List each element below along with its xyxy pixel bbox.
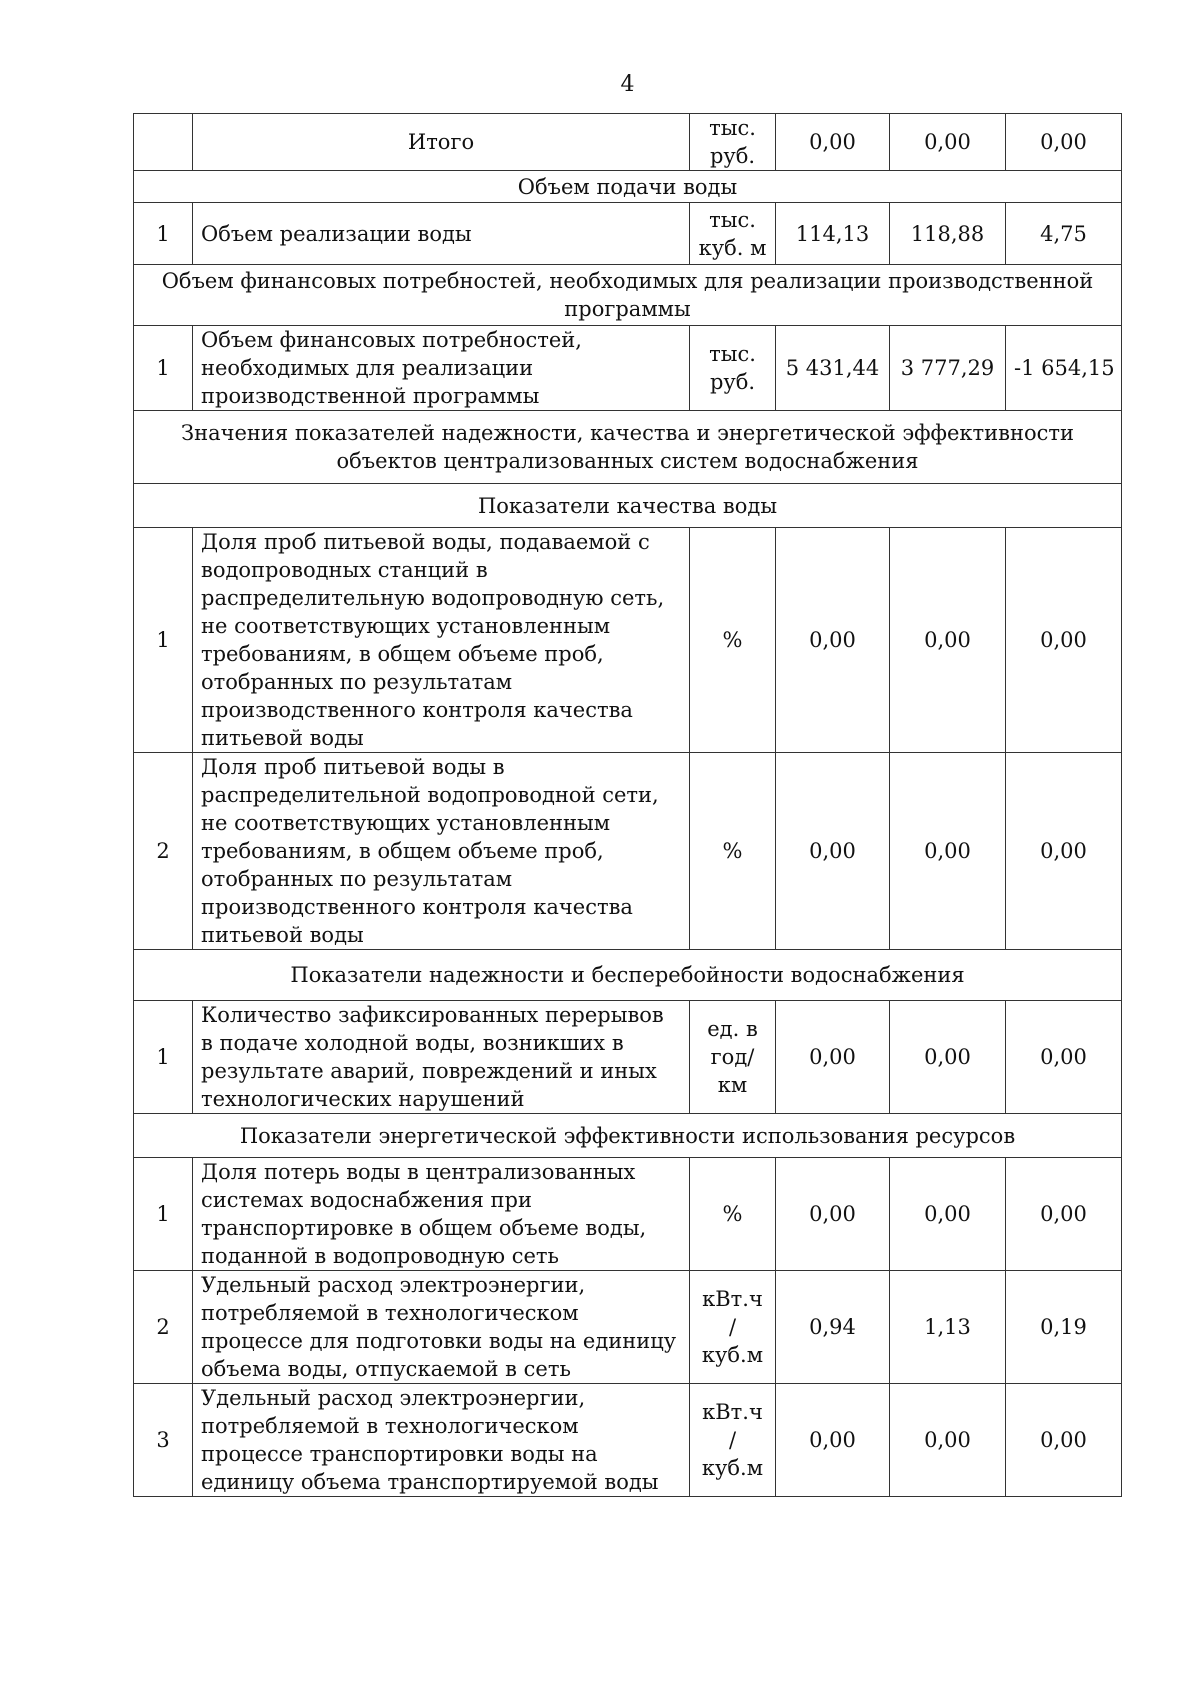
value-col-3: 0,19 <box>1006 1271 1122 1384</box>
value-col-2: 0,00 <box>890 1001 1006 1114</box>
value-col-2: 118,88 <box>890 203 1006 265</box>
value-col-2: 0,00 <box>890 1158 1006 1271</box>
section-header-row <box>134 1114 1122 1158</box>
value-col-1: 0,00 <box>776 753 890 950</box>
section-header-row <box>134 265 1122 326</box>
indicator-name: Итого <box>193 114 690 171</box>
value-col-2: 0,00 <box>890 753 1006 950</box>
row-number: 1 <box>134 528 193 753</box>
value-col-3: 0,00 <box>1006 114 1122 171</box>
value-col-1: 114,13 <box>776 203 890 265</box>
section-title: Показатели качества воды <box>134 484 1122 528</box>
value-col-3: 0,00 <box>1006 528 1122 753</box>
indicator-name: Удельный расход электроэнергии, потребляемой в технологическом процессе транспортировки воды на единицу объема транспортируемой воды <box>193 1384 690 1497</box>
unit-cell <box>690 753 776 950</box>
section-title: Показатели надежности и бесперебойности водоснабжения <box>134 950 1122 1001</box>
value-col-2: 1,13 <box>890 1271 1006 1384</box>
value-col-2: 0,00 <box>890 1384 1006 1497</box>
row-number: 3 <box>134 1384 193 1497</box>
section-title: Значения показателей надежности, качества и энергетической эффективности объектов централизованных систем водоснабжения <box>134 411 1122 484</box>
value-col-1: 0,00 <box>776 1001 890 1114</box>
unit-line: ед. в <box>707 1017 758 1041</box>
indicator-name: Доля проб питьевой воды в распределительной водопроводной сети, не соответствующих установленным требованиям, в общем объеме проб, отобранных по результатам производственного контроля качества питьевой воды <box>193 753 690 950</box>
unit-line: тыс. <box>709 342 756 366</box>
section-title: Показатели энергетической эффективности использования ресурсов <box>134 1114 1122 1158</box>
unit-cell <box>690 1158 776 1271</box>
indicator-name: Объем реализации воды <box>193 203 690 265</box>
value-col-1: 0,00 <box>776 1384 890 1497</box>
indicator-name: Количество зафиксированных перерывов в подаче холодной воды, возникших в результате аварий, повреждений и иных технологических нарушений <box>193 1001 690 1114</box>
table-row <box>134 114 1122 171</box>
section-header-row <box>134 484 1122 528</box>
value-col-2: 0,00 <box>890 528 1006 753</box>
row-number: 2 <box>134 1271 193 1384</box>
unit-line: кВт.ч <box>702 1400 763 1424</box>
row-number: 1 <box>134 203 193 265</box>
unit-cell <box>690 1001 776 1114</box>
value-col-3: 0,00 <box>1006 1001 1122 1114</box>
unit-line: руб. <box>709 370 756 394</box>
table-row <box>134 1271 1122 1384</box>
unit-cell <box>690 1384 776 1497</box>
value-col-3: 4,75 <box>1006 203 1122 265</box>
table-row <box>134 528 1122 753</box>
unit-line: куб. м <box>698 235 767 260</box>
value-col-3: 0,00 <box>1006 1158 1122 1271</box>
section-header-row <box>134 171 1122 203</box>
value-col-1: 0,94 <box>776 1271 890 1384</box>
table-row <box>134 1384 1122 1497</box>
unit-line: % <box>722 628 743 652</box>
row-number: 1 <box>134 1001 193 1114</box>
unit-line: год/ <box>710 1045 755 1069</box>
table-row <box>134 326 1122 411</box>
section-header-row <box>134 950 1122 1001</box>
indicator-name: Доля потерь воды в централизованных системах водоснабжения при транспортировке в общем объеме воды, поданной в водопроводную сеть <box>193 1158 690 1271</box>
unit-line: / <box>728 1315 737 1339</box>
unit-line: / <box>728 1428 737 1452</box>
table-row <box>134 1001 1122 1114</box>
table-body <box>134 114 1122 1497</box>
value-col-3: 0,00 <box>1006 753 1122 950</box>
value-col-1: 0,00 <box>776 528 890 753</box>
section-title: Объем подачи воды <box>134 171 1122 203</box>
section-title: Объем финансовых потребностей, необходимых для реализации производственной программы <box>134 265 1122 326</box>
value-col-3: 0,00 <box>1006 1384 1122 1497</box>
section-header-row <box>134 411 1122 484</box>
value-col-2: 3 777,29 <box>890 326 1006 411</box>
indicator-name: Доля проб питьевой воды, подаваемой с водопроводных станций в распределительную водопроводную сеть, не соответствующих установленным требованиям, в общем объеме проб, отобранных по результатам производственного контроля качества питьевой воды <box>193 528 690 753</box>
page-number: 4 <box>620 72 635 97</box>
unit-line: кВт.ч <box>702 1287 763 1311</box>
unit-line: тыс. <box>709 207 756 232</box>
value-col-1: 0,00 <box>776 1158 890 1271</box>
value-col-2: 0,00 <box>890 114 1006 171</box>
table-row <box>134 203 1122 265</box>
unit-line: % <box>722 839 743 863</box>
unit-cell <box>690 326 776 411</box>
table-row <box>134 753 1122 950</box>
indicator-name: Объем финансовых потребностей, необходимых для реализации производственной программы <box>193 326 690 411</box>
unit-line: куб.м <box>701 1343 764 1367</box>
unit-cell <box>690 203 776 265</box>
unit-cell <box>690 1271 776 1384</box>
unit-line: км <box>717 1073 748 1097</box>
unit-cell <box>690 114 776 171</box>
row-number: 1 <box>134 326 193 411</box>
unit-line: тыс. <box>709 116 756 140</box>
unit-line: % <box>722 1202 743 1226</box>
table-row <box>134 1158 1122 1271</box>
row-number: 1 <box>134 1158 193 1271</box>
unit-cell <box>690 528 776 753</box>
row-number <box>134 114 193 171</box>
indicators-table <box>133 113 1122 1497</box>
unit-line: куб.м <box>701 1456 764 1480</box>
value-col-1: 5 431,44 <box>776 326 890 411</box>
unit-line: руб. <box>709 144 756 168</box>
value-col-3: -1 654,15 <box>1006 326 1122 411</box>
indicator-name: Удельный расход электроэнергии, потребляемой в технологическом процессе для подготовки воды на единицу объема воды, отпускаемой в сеть <box>193 1271 690 1384</box>
row-number: 2 <box>134 753 193 950</box>
value-col-1: 0,00 <box>776 114 890 171</box>
